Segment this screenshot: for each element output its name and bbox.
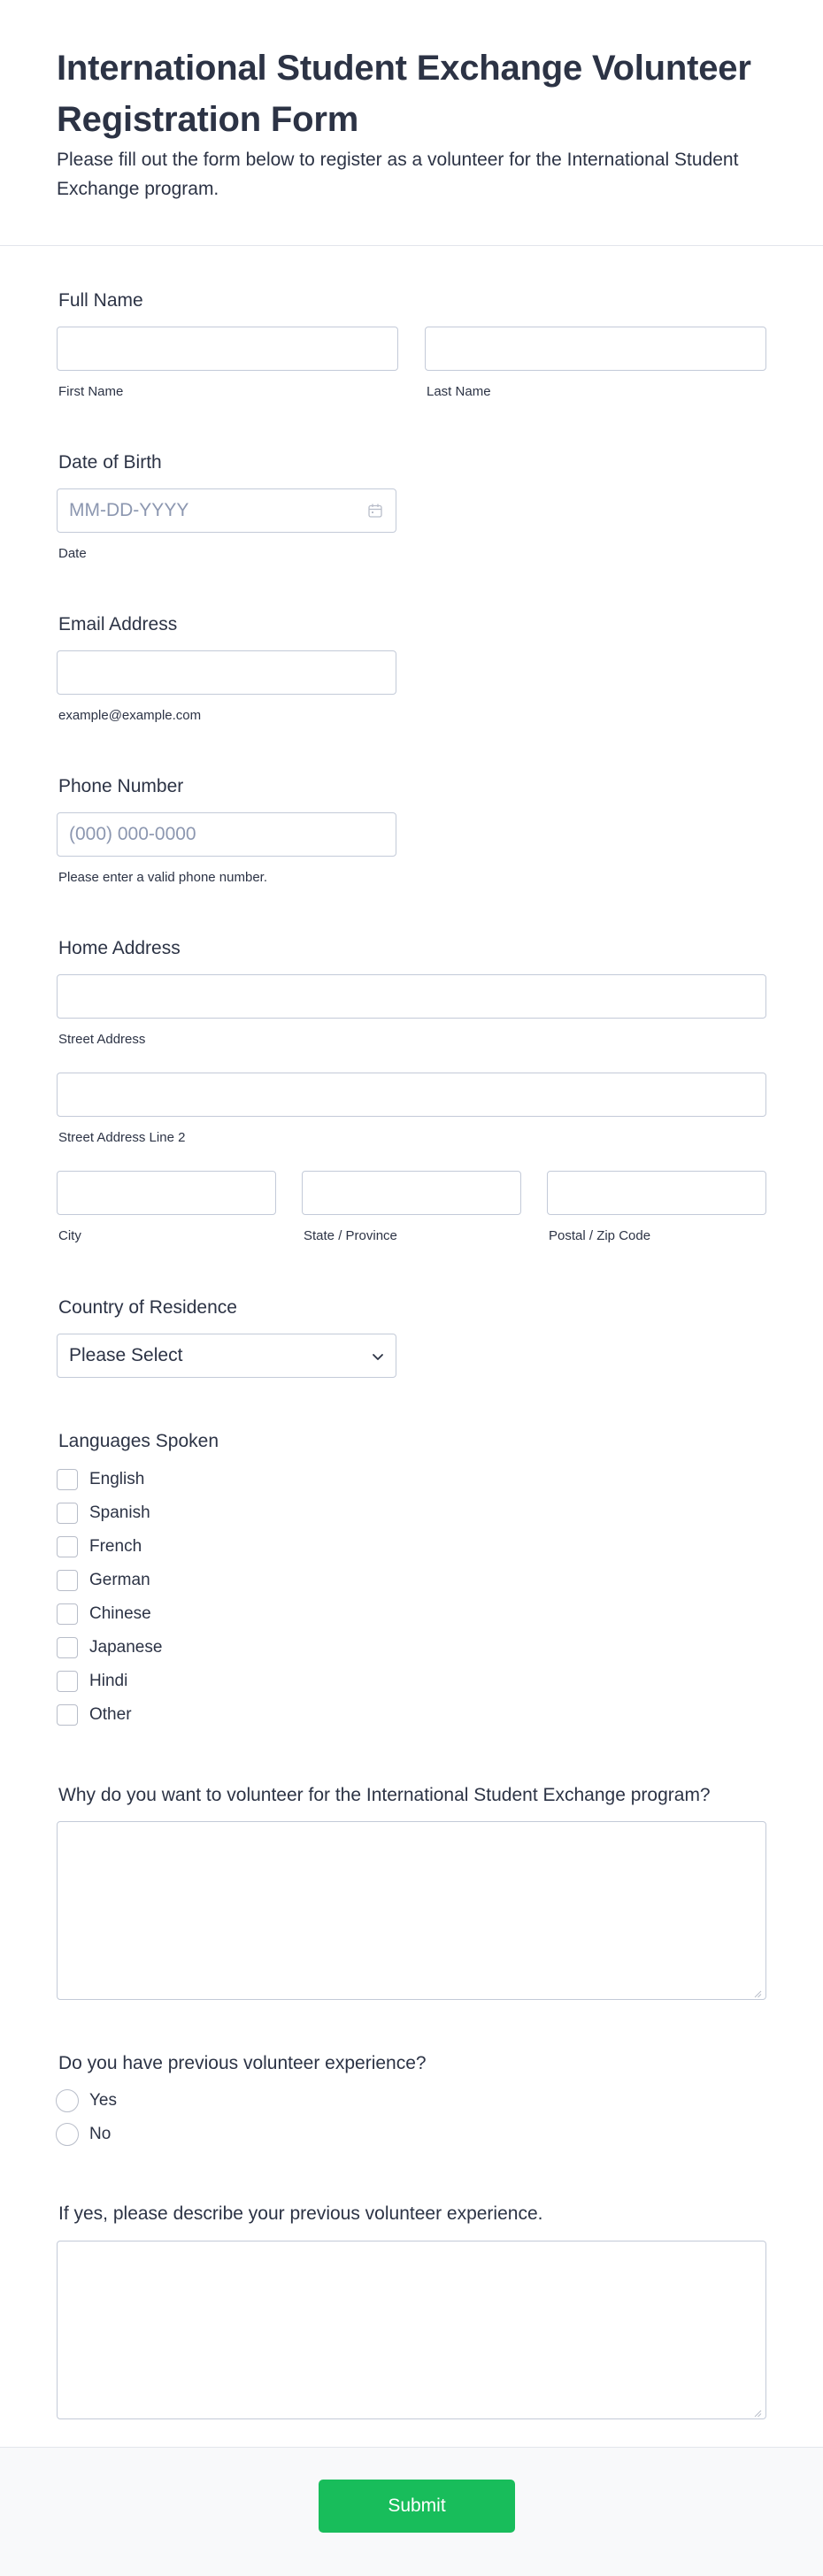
city-sublabel: City — [58, 1228, 81, 1243]
phone-sublabel: Please enter a valid phone number. — [58, 870, 267, 885]
phone-input[interactable] — [57, 812, 396, 857]
last-name-sublabel: Last Name — [427, 384, 491, 399]
zip-input[interactable] — [547, 1171, 766, 1215]
option-label-chinese: Chinese — [89, 1604, 151, 1623]
form-title: International Student Exchange Volunteer Registration Form — [57, 49, 751, 139]
submit-button[interactable]: Submit — [319, 2480, 515, 2533]
why-volunteer-textarea[interactable] — [57, 1821, 766, 2000]
describe-experience-label: If yes, please describe your previous volunteer experience. — [58, 2203, 543, 2224]
option-label-german: German — [89, 1571, 150, 1589]
option-label-hindi: Hindi — [89, 1672, 128, 1690]
chevron-down-icon — [371, 1350, 385, 1364]
header-divider — [0, 245, 823, 246]
state-input[interactable] — [302, 1171, 521, 1215]
resize-handle-icon[interactable] — [753, 2406, 762, 2415]
first-name-sublabel: First Name — [58, 384, 124, 399]
checkbox-german[interactable] — [57, 1570, 78, 1591]
languages-label: Languages Spoken — [58, 1431, 219, 1451]
why-volunteer-label: Why do you want to volunteer for the International Student Exchange program? — [58, 1785, 711, 1805]
full-name-label: Full Name — [58, 290, 143, 311]
option-label-yes: Yes — [89, 2091, 117, 2110]
form-subtitle: Please fill out the form below to register as a volunteer for the International Student Exchange program. — [57, 150, 739, 199]
radio-no[interactable] — [56, 2123, 79, 2146]
first-name-input[interactable] — [57, 327, 398, 371]
radio-yes[interactable] — [56, 2089, 79, 2112]
dob-input[interactable] — [57, 488, 396, 533]
last-name-input[interactable] — [425, 327, 766, 371]
describe-experience-textarea[interactable] — [57, 2241, 766, 2419]
dob-label: Date of Birth — [58, 452, 162, 473]
option-label-other: Other — [89, 1705, 132, 1724]
street-address-sublabel: Street Address — [58, 1032, 146, 1047]
checkbox-chinese[interactable] — [57, 1603, 78, 1625]
street-address-line2-sublabel: Street Address Line 2 — [58, 1130, 186, 1145]
resize-handle-icon[interactable] — [753, 1987, 762, 1995]
option-label-english: English — [89, 1470, 145, 1488]
city-input[interactable] — [57, 1171, 276, 1215]
email-sublabel: example@example.com — [58, 708, 202, 723]
checkbox-other[interactable] — [57, 1704, 78, 1726]
country-select[interactable] — [57, 1334, 396, 1378]
state-sublabel: State / Province — [304, 1228, 397, 1243]
option-label-japanese: Japanese — [89, 1638, 163, 1657]
experience-label: Do you have previous volunteer experience? — [58, 2053, 427, 2073]
checkbox-spanish[interactable] — [57, 1503, 78, 1524]
calendar-icon[interactable] — [367, 503, 383, 519]
option-label-spanish: Spanish — [89, 1503, 150, 1522]
option-label-french: French — [89, 1537, 142, 1556]
option-label-no: No — [89, 2125, 112, 2143]
street-address-input[interactable] — [57, 974, 766, 1019]
checkbox-hindi[interactable] — [57, 1671, 78, 1692]
checkbox-japanese[interactable] — [57, 1637, 78, 1658]
dob-placeholder: MM-DD-YYYY — [69, 500, 189, 520]
country-selected-value: Please Select — [69, 1345, 183, 1365]
street-address-line2-input[interactable] — [57, 1073, 766, 1117]
zip-sublabel: Postal / Zip Code — [549, 1228, 651, 1243]
country-label: Country of Residence — [58, 1297, 237, 1318]
phone-label: Phone Number — [58, 776, 184, 796]
dob-sublabel: Date — [58, 546, 87, 561]
phone-placeholder: (000) 000-0000 — [69, 824, 196, 844]
checkbox-english[interactable] — [57, 1469, 78, 1490]
address-label: Home Address — [58, 938, 181, 958]
email-input[interactable] — [57, 650, 396, 695]
email-label: Email Address — [58, 614, 178, 634]
checkbox-french[interactable] — [57, 1536, 78, 1557]
